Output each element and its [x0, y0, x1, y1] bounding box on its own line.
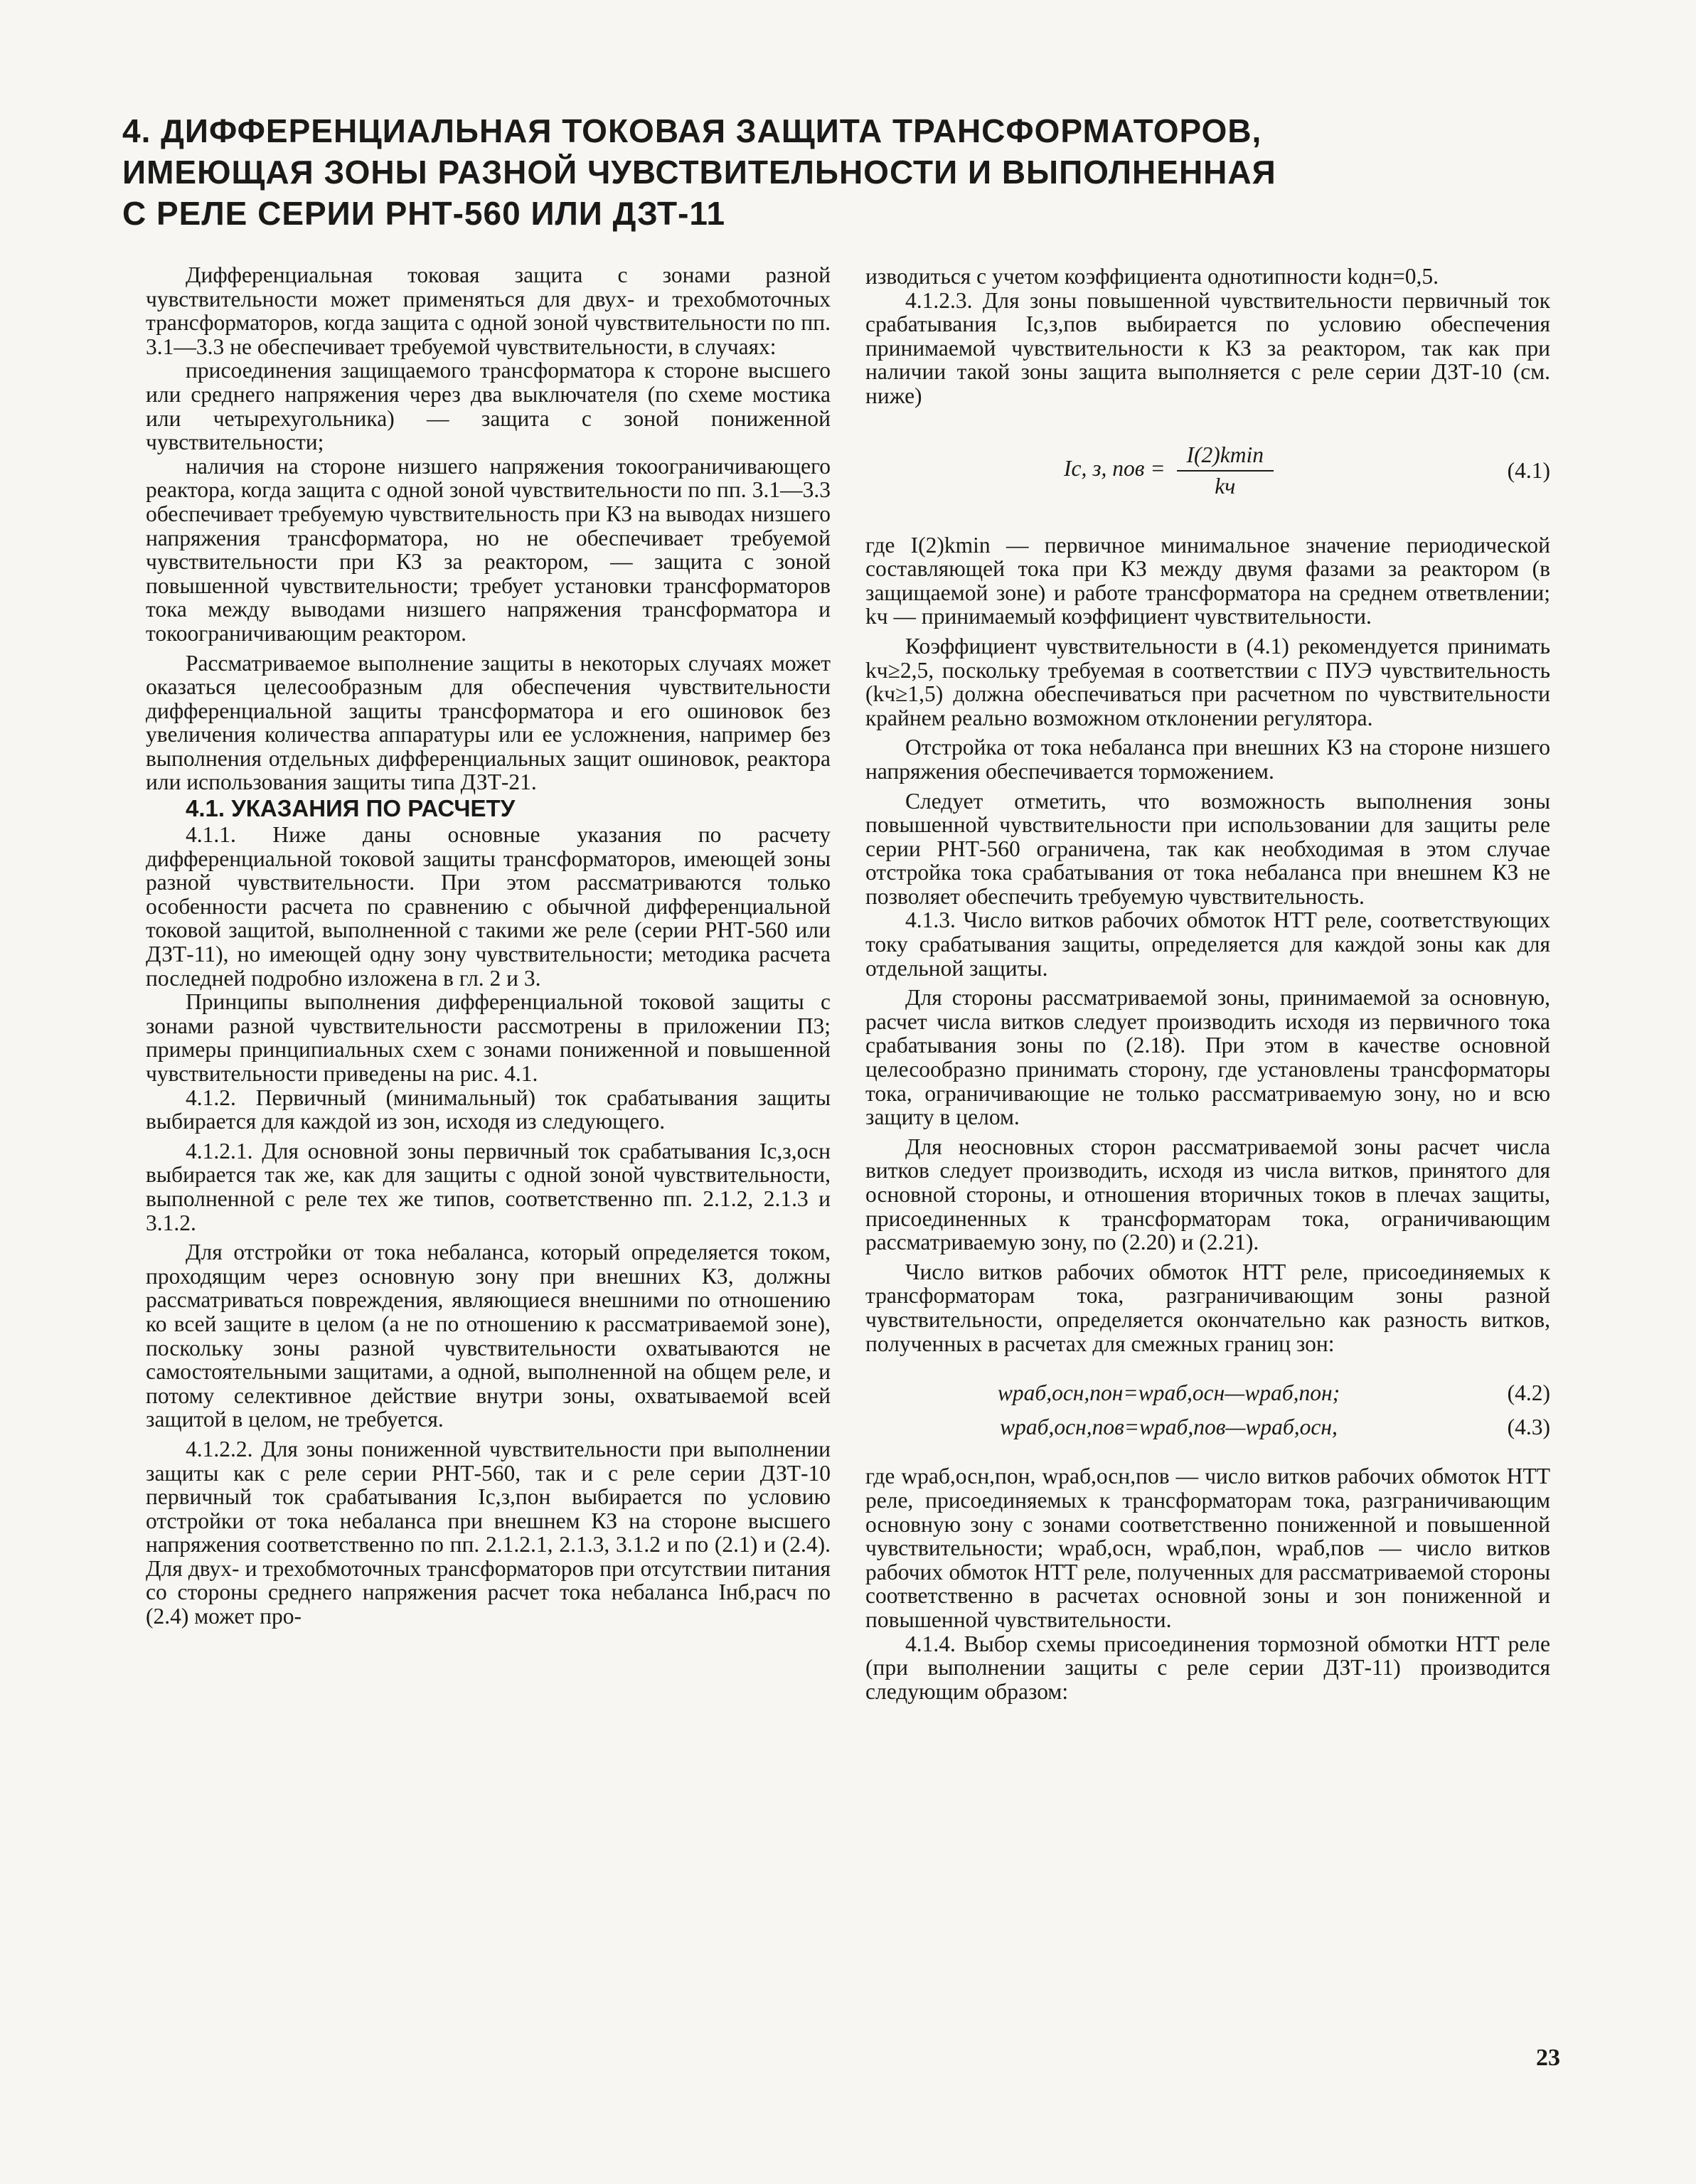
paragraph: присоединения защищаемого трансформатора к стороне высшего или среднего напряжения через два выключателя (по схеме мостика или четырехугольника) — защита с зоной пониженной чувствительности;	[146, 358, 831, 455]
paragraph: 4.1.2.3. Для зоны повышенной чувствительности первичный ток срабатывания Iс,з,пов выбирается по условию обеспечения принимаемой чувствительности к КЗ за реактором, так как при наличии такой зоны защита выполняется с реле серии ДЗТ-10 (см. ниже)	[865, 287, 1550, 408]
fraction-numerator: I(2)kmin	[1177, 443, 1274, 472]
paragraph: Дифференциальная токовая защита с зонами разной чувствительности может применяться для двух- и трехобмоточных трансформаторов, когда защита с одной зоной чувствительности по пп. 3.1—3.3 не обеспечивает требуемой чувствительности, в случаях:	[146, 262, 831, 359]
paragraph: Отстройка от тока небаланса при внешних КЗ на стороне низшего напряжения обеспечивается торможением.	[865, 735, 1550, 784]
equation-body: wраб,осн,пов=wраб,пов—wраб,осн,	[1000, 1414, 1338, 1439]
paragraph: 4.1.4. Выбор схемы присоединения тормозной обмотки НТТ реле (при выполнении защиты с реле серии ДЗТ-11) производится следующим образом:	[865, 1631, 1550, 1704]
paragraph: наличия на стороне низшего напряжения токоограничивающего реактора, когда защита с одной зоной чувствительности по пп. 3.1—3.3 обеспечивает требуемую чувствительность при КЗ на выводах низшего напряжения трансформатора, но не обеспечивает требуемой чувствительности при КЗ за реактором, — защита с зоной повышенной чувствительности; требует установки трансформаторов тока между выводами низшего напряжения трансформатора и токоограничивающим реактором.	[146, 453, 831, 646]
paragraph: изводиться с учетом коэффициента однотипности kодн=0,5.	[865, 264, 1439, 289]
heading-line-3: С РЕЛЕ СЕРИИ РНТ-560 ИЛИ ДЗТ-11	[122, 195, 726, 232]
paragraph: 4.1.2.2. Для зоны пониженной чувствительности при выполнении защиты как с реле серии РНТ-560, так и с реле серии ДЗТ-10 первичный ток срабатывания Iс,з,пон выбирается по условию отстройки от тока небаланса при внешнем КЗ на стороне высшего напряжения соответственно по пп. 2.1.2.1, 2.1.3, 3.1.2 и по (2.1) и (2.4). Для двух- и трехобмоточных трансформаторов при отсутствии питания со стороны среднего напряжения расчет тока небаланса Iнб,расч по (2.4) может про-	[146, 1436, 831, 1629]
heading-line-1: 4. ДИФФЕРЕНЦИАЛЬНАЯ ТОКОВАЯ ЗАЩИТА ТРАНСФОРМАТОРОВ,	[122, 112, 1262, 149]
paragraph: Число витков рабочих обмоток НТТ реле, присоединяемых к трансформаторам тока, разграничивающим зоны разной чувствительности, определяется окончательно как разность витков, полученных в расчетах для смежных границ зон:	[865, 1259, 1550, 1356]
right-column	[865, 265, 1550, 1703]
section-subheading: 4.1. УКАЗАНИЯ ПО РАСЧЕТУ	[186, 795, 516, 822]
paragraph: Коэффициент чувствительности в (4.1) рекомендуется принимать kч≥2,5, поскольку требуемая в соответствии с ПУЭ чувствительность (kч≥1,5) должна обеспечиваться при расчетном по чувствительности крайнем реально возможном отклонении регулятора.	[865, 633, 1550, 730]
equation-lhs: Iс, з, пов =	[1064, 455, 1166, 481]
paragraph: Для неосновных сторон рассматриваемой зоны расчет числа витков следует производить, исходя из числа витков, принятого для основной стороны, и отношения вторичных токов в плечах защиты, присоединенных к трансформаторам тока, ограничивающим рассматриваемую зону, по (2.20) и (2.21).	[865, 1134, 1550, 1255]
paragraph: 4.1.2. Первичный (минимальный) ток срабатывания защиты выбирается для каждой из зон, исходя из следующего.	[146, 1085, 831, 1134]
equation-number: (4.1)	[1507, 457, 1550, 483]
paragraph: 4.1.3. Число витков рабочих обмоток НТТ реле, соответствующих току срабатывания защиты, определяется для каждой зоны как для отдельной защиты.	[865, 907, 1550, 981]
paragraph: Принципы выполнения дифференциальной токовой защиты с зонами разной чувствительности рассмотрены в приложении П3; примеры принципиальных схем с зонами пониженной и повышенной чувствительности приведены на рис. 4.1.	[146, 989, 831, 1086]
paragraph: где wраб,осн,пон, wраб,осн,пов — число витков рабочих обмоток НТТ реле, присоединяемых к трансформаторам тока, разграничивающим основную зону с зонами соответственно пониженной и повышенной чувствительности; wраб,осн, wраб,пон, wраб,пов — число витков рабочих обмоток НТТ реле, полученных для рассматриваемой стороны соответственно в расчетах основной зоны и зон пониженной и повышенной чувствительности.	[865, 1464, 1550, 1632]
equation-4-2	[865, 1381, 1550, 1405]
equation-4-3	[865, 1415, 1550, 1439]
heading-line-2: ИМЕЮЩАЯ ЗОНЫ РАЗНОЙ ЧУВСТВИТЕЛЬНОСТИ И ВЫПОЛНЕННАЯ	[122, 154, 1276, 191]
paragraph: Для стороны рассматриваемой зоны, принимаемой за основную, расчет числа витков следует производить исходя из первичного тока срабатывания зоны по (2.18). При этом в качестве основной целесообразно принимать сторону, где установлены трансформаторы тока, ограничивающие не только рассматриваемую зону, но и всю защиту в целом.	[865, 985, 1550, 1130]
equation-number: (4.3)	[1507, 1414, 1550, 1439]
equation-number: (4.2)	[1507, 1380, 1550, 1406]
equation-body: wраб,осн,пон=wраб,осн—wраб,пон;	[997, 1380, 1340, 1406]
equation-fraction	[1177, 443, 1274, 498]
paragraph: 4.1.2.1. Для основной зоны первичный ток срабатывания Iс,з,осн выбирается так же, как для защиты с одной зоной чувствительности, выполненной с реле тех же типов, соответственно пп. 2.1.2, 2.1.3 и 3.1.2.	[146, 1138, 831, 1235]
left-column	[146, 263, 831, 1629]
paragraph: где I(2)kmin — первичное минимальное значение периодической составляющей тока при КЗ между двумя фазами за реактором (в защищаемой зоне) и работе трансформатора на среднем ответвлении; kч — принимаемый коэффициент чувствительности.	[865, 532, 1550, 629]
paragraph: Рассматриваемое выполнение защиты в некоторых случаях может оказаться целесообразным для обеспечения чувствительности дифференциальной защиты трансформатора и его ошиновок без увеличения количества аппаратуры или ее усложнения, например без выполнения отдельных дифференциальных защит ошиновок, реактора или использования защиты типа ДЗТ-21.	[146, 650, 831, 795]
fraction-denominator: kч	[1215, 473, 1236, 499]
paragraph: 4.1.1. Ниже даны основные указания по расчету дифференциальной токовой защиты трансформаторов, имеющей зоны разной чувствительности. При этом рассматриваются только особенности расчета по сравнению с обычной дифференциальной токовой защитой, выполненной с такими же реле (серии РНТ-560 или ДЗТ-11), но имеющей одну зону чувствительности; методика расчета последней подробно изложена в гл. 2 и 3.	[146, 822, 831, 991]
chapter-heading	[122, 110, 1331, 234]
paragraph: Следует отметить, что возможность выполнения зоны повышенной чувствительности при использовании для защиты реле серии РНТ-560 ограничена, так как необходимая в этом случае отстройка тока срабатывания от тока небаланса при внешнем КЗ не позволяет обеспечить требуемую чувствительность.	[865, 788, 1550, 909]
page-number: 23	[1536, 2045, 1560, 2071]
paragraph: Для отстройки от тока небаланса, который определяется током, проходящим через основную зону при внешних КЗ, должны рассматриваться повреждения, являющиеся внешними по отношению ко всей защите в целом (а не по отношению к рассматриваемой зоне), поскольку зоны разной чувствительности охватываются не самостоятельными защитами, а одной, выполненной на общем реле, и потому селективное действие внутри зоны, охватываемой всей защитой в целом, не требуется.	[146, 1240, 831, 1432]
equation-4-1	[865, 428, 1550, 513]
